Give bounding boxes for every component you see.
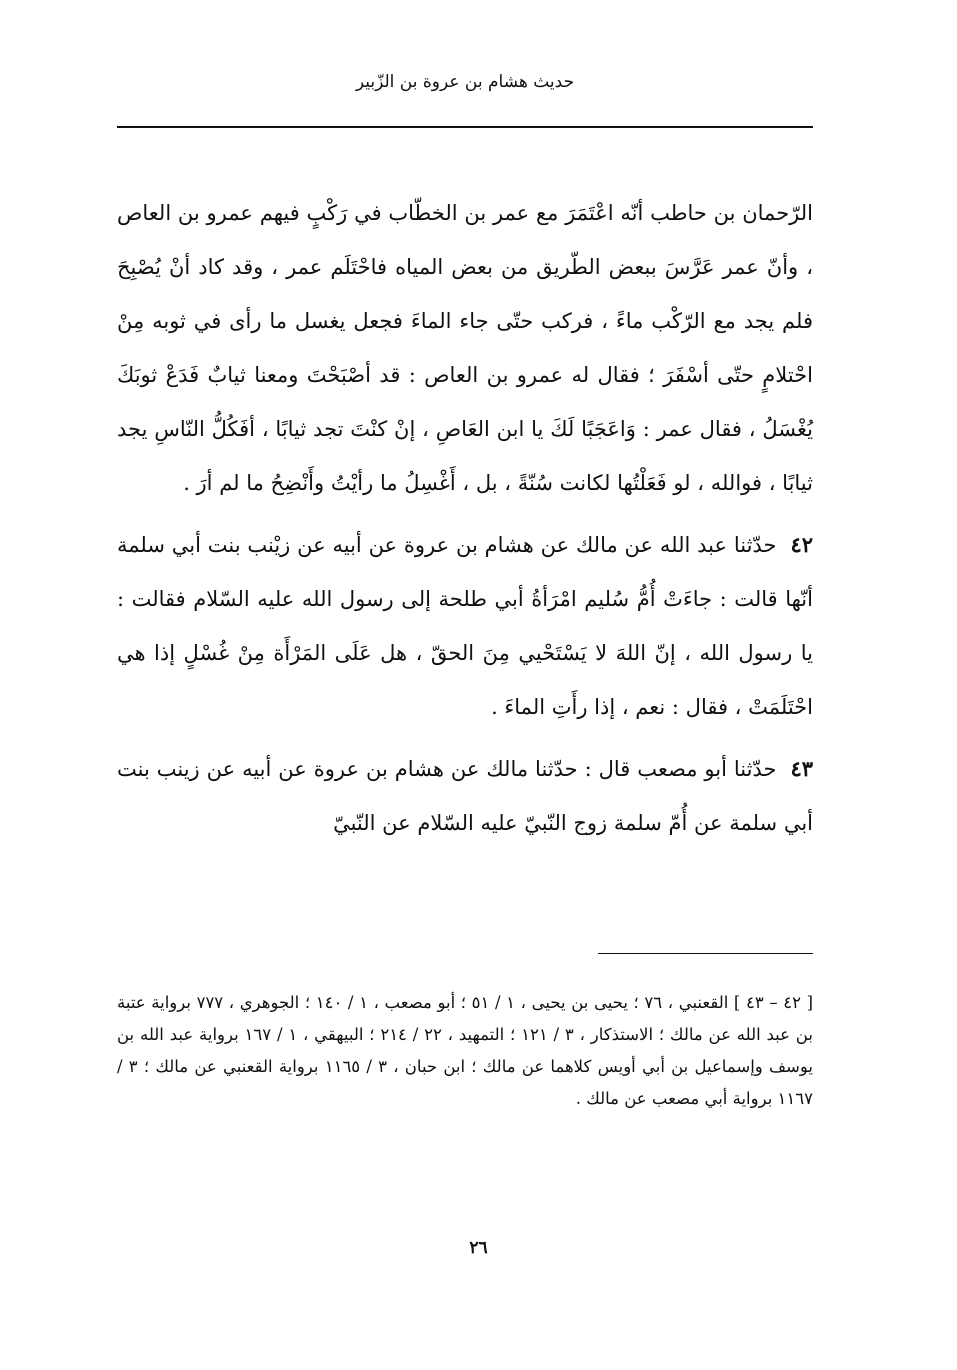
paragraph-gap — [117, 734, 813, 742]
paragraph-continuation: الرّحمان بن حاطب أنّه اعْتَمَرَ مع عمر بن الخطّاب في رَكْبٍ فيهم عمرو بن العاص ، وأنّ عمر عَرَّسَ ببعض الطّريق من بعض المياه فاحْتَلَم عمر ، وقد كاد أنْ يُصْبِحَ فلم يجد مع الرّكْب ماءً ، فركب حتّى جاء الماءَ فجعل يغسل ما رأى في ثوبه مِنْ احْتلامٍ حتّى أسْفَرَ ؛ فقال له عمرو بن العاص : قد أصْبَحْتَ ومعنا ثيابٌ فَدَعْ ثوبَكَ يُغْسَلُ ، فقال عمر : وَاعَجَبًا لَكَ يا ابن العَاصِ ، إنْ كنْتَ تجد ثيابًا ، أفَكُلُّ النّاسِ يجد ثيابًا ، فوالله ، لو فَعَلْتُها لكانت سُنّةً ، بل ، أَغْسِلُ ما رأيْتُ وأَنْضِحُ ما لم أرَ . — [117, 201, 813, 495]
footnote-text: [ ٤٢ – ٤٣ ] القعنبي ، ٧٦ ؛ يحيى بن يحيى ، ١ / ٥١ ؛ أبو مصعب ، ١ / ١٤٠ ؛ الجوهري ، ٧٧٧ برواية عتبة بن عبد الله عن مالك ؛ الاستذكار ، ٣ / ١٢١ ؛ التمهيد ، ٢٢ / ٢١٤ ؛ البيهقي ، ١ / ١٦٧ برواية عبد الله بن يوسف وإسماعيل بن أبي أويس كلاهما عن مالك ؛ ابن حبان ، ٣ / ١١٦٥ برواية القعنبي عن مالك ؛ ٣ / ١١٦٧ برواية أبي مصعب عن مالك . — [117, 993, 814, 1108]
footnote — [117, 987, 813, 1115]
main-text — [117, 186, 813, 850]
running-header: حديث هشام بن عروة بن الزّبير — [355, 72, 575, 92]
hadith-number: ٤٢ — [790, 532, 813, 557]
hadith-text: حدّثنا أبو مصعب قال : حدّثنا مالك عن هشام بن عروة عن أبيه عن زينب بنت أبي سلمة عن أُمّ سلمة زوج النّبيّ عليه السّلام عن النّبيّ — [117, 757, 813, 835]
hadith-42 — [117, 518, 813, 734]
page-number: ٢٦ — [469, 1238, 488, 1258]
hadith-text: حدّثنا عبد الله عن مالك عن هشام بن عروة عن أبيه عن زيْنب بنت أبي سلمة أنّها قالت : جاءَتْ أُمُّ سُليم امْرَأةُ أبي طلحة إلى رسول الله عليه السّلام فقالت : يا رسول الله ، إنّ اللهَ لا يَسْتَحْيي مِنَ الحقّ ، هل عَلَى المَرْأَة مِنْ غُسْلٍ إذا هي احْتَلَمَتْ ، فقال : نعم ، إذا رأَتِ الماءَ . — [117, 533, 813, 719]
hadith-43 — [117, 742, 813, 850]
hadith-number: ٤٣ — [790, 756, 813, 781]
paragraph-gap — [117, 510, 813, 518]
header-divider — [117, 126, 813, 128]
footnote-divider — [598, 953, 813, 954]
